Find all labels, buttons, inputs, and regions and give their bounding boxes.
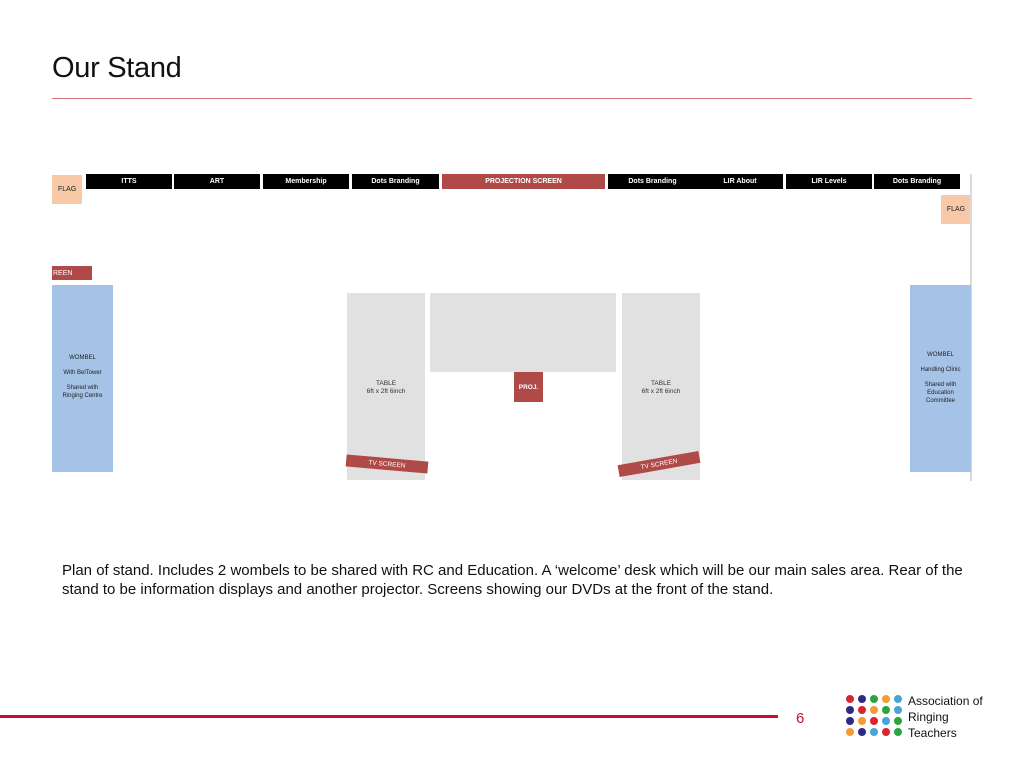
wombel-right-line: Education (927, 390, 954, 396)
footer-divider (0, 715, 778, 718)
banner-projection-screen: PROJECTION SCREEN (442, 174, 605, 189)
side-screen-left: REEN (52, 266, 92, 280)
logo-dot (846, 706, 854, 714)
logo-dot (894, 706, 902, 714)
logo-dot (846, 728, 854, 736)
logo-dot (870, 728, 878, 736)
logo-line: Ringing (908, 710, 949, 724)
title-divider (52, 98, 972, 99)
logo-dot (894, 717, 902, 725)
logo-line: Association of (908, 694, 983, 708)
logo-dot (870, 706, 878, 714)
page-number: 6 (796, 710, 805, 727)
table-left-size: 6ft x 2ft 6inch (366, 388, 406, 395)
logo-dot (858, 695, 866, 703)
table-left-label: TABLE (375, 380, 397, 387)
wombel-right-title: WOMBEL (927, 352, 954, 358)
wombel-right-line: Committee (925, 398, 955, 404)
wombel-left-line: With BelTower (63, 370, 102, 376)
banner-lir-levels: LIR Levels (786, 174, 872, 189)
logo-dot (858, 706, 866, 714)
welcome-desk (430, 293, 616, 372)
logo-line: Teachers (908, 726, 957, 740)
projector: PROJ. (514, 372, 543, 402)
logo-dot (846, 695, 854, 703)
banner-dots-branding-1: Dots Branding (352, 174, 439, 189)
table-right-size: 6ft x 2ft 6inch (641, 388, 681, 395)
logo-dot (882, 717, 890, 725)
logo-dot (870, 717, 878, 725)
wombel-right (910, 285, 971, 472)
table-right-label: TABLE (650, 380, 672, 387)
logo-dot (846, 717, 854, 725)
table-left (347, 293, 425, 480)
banner-dots-branding-2: Dots Branding (608, 174, 697, 189)
wombel-right-line: Handling Clinic (920, 367, 961, 373)
wombel-left-line: Ringing Centre (62, 393, 103, 399)
banner-dots-branding-3: Dots Branding (874, 174, 960, 189)
logo-dot (882, 728, 890, 736)
slide-description: Plan of stand. Includes 2 wombels to be shared with RC and Education. A ‘welcome’ desk which will be our main sales area. Rear of the stand to be information displays and another projector. Screens showing our DVDs at the front of the stand. (62, 562, 963, 598)
wombel-left (52, 285, 113, 472)
logo-dot (894, 695, 902, 703)
logo-dot (858, 728, 866, 736)
wombel-right-line: Shared with (924, 382, 957, 388)
banner-lir-about: LIR About (697, 174, 783, 189)
logo-dot (882, 695, 890, 703)
wombel-left-title: WOMBEL (69, 355, 96, 361)
banner-itts: ITTS (86, 174, 172, 189)
logo-dot (858, 717, 866, 725)
flag-right: FLAG (941, 195, 971, 224)
slide-title: Our Stand (52, 52, 182, 84)
wombel-left-line: Shared with (66, 385, 99, 391)
tv-screen-right: TV SCREEN (618, 451, 701, 477)
flag-left: FLAG (52, 175, 82, 204)
banner-membership: Membership (263, 174, 349, 189)
logo-dot (882, 706, 890, 714)
logo-dot (894, 728, 902, 736)
tv-screen-left: TV SCREEN (346, 454, 429, 473)
art-logo-text (908, 693, 983, 741)
banner-art: ART (174, 174, 260, 189)
logo-dot (870, 695, 878, 703)
art-logo-mark (846, 695, 904, 741)
